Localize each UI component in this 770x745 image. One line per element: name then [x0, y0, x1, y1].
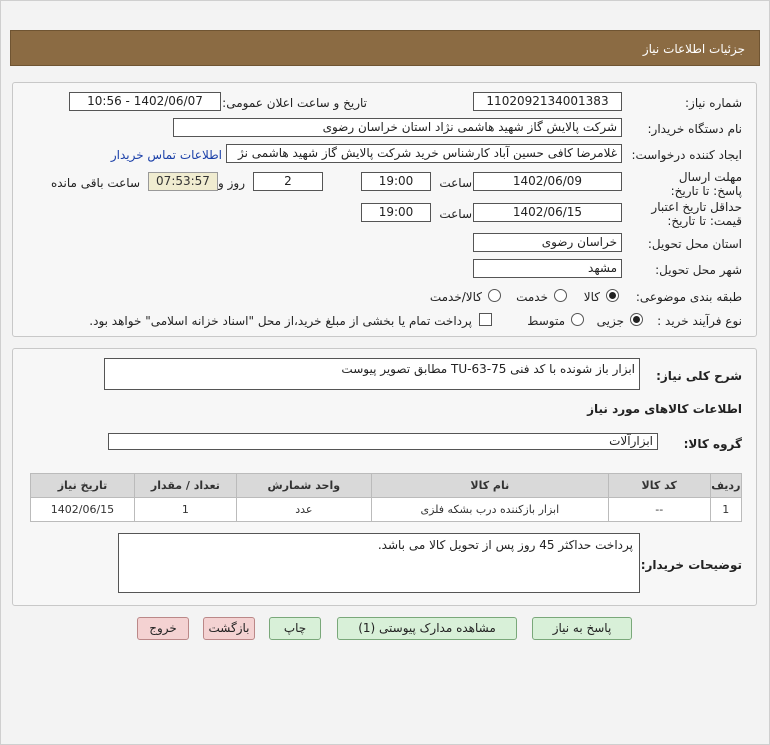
buyer-org-field: شرکت پالایش گاز شهید هاشمی نژاد استان خراسان رضوی: [173, 118, 622, 137]
cell-row: 1: [710, 498, 741, 522]
goods-info-title: اطلاعات کالاهای مورد نیاز: [587, 402, 742, 416]
validity-time-label: ساعت: [439, 207, 472, 221]
category-goods-service-label: کالا/خدمت: [429, 290, 482, 304]
process-medium-label: متوسط: [527, 314, 565, 328]
validity-date-field: 1402/06/15: [473, 203, 622, 222]
days-label: روز و: [218, 176, 245, 190]
process-small-radio[interactable]: [630, 313, 643, 326]
goods-group-label: گروه کالا:: [683, 437, 742, 451]
buyer-notes-label: توضیحات خریدار:: [640, 558, 742, 572]
goods-table: [30, 473, 742, 522]
process-label: نوع فرآیند خرید :: [657, 314, 742, 328]
cell-code: --: [608, 498, 710, 522]
payment-note: پرداخت تمام یا بخشی از مبلغ خرید،از محل "اسناد خزانه اسلامی" خواهد بود.: [89, 314, 472, 328]
buyer-notes-field: پرداخت حداکثر 45 روز پس از تحویل کالا می باشد.: [118, 533, 640, 593]
need-number-field: 1102092134001383: [473, 92, 622, 111]
need-number-label: شماره نیاز:: [685, 96, 742, 110]
category-goods-radio[interactable]: [606, 289, 619, 302]
treasury-payment-checkbox[interactable]: [479, 313, 492, 326]
deadline-label: مهلت ارسال پاسخ: تا تاریخ:: [670, 170, 742, 198]
page-title: جزئیات اطلاعات نیاز: [642, 42, 745, 56]
description-field: ابزار باز شونده با کد فنی TU-63-75 مطابق تصویر پیوست: [104, 358, 640, 390]
table-row: [31, 498, 742, 522]
deadline-time-field: 19:00: [361, 172, 431, 191]
category-label: طبقه بندی موضوعی:: [635, 290, 742, 304]
cell-need-date: 1402/06/15: [31, 498, 135, 522]
remaining-time-field: 07:53:57: [148, 172, 218, 191]
col-name: نام کالا: [371, 474, 608, 498]
print-button[interactable]: چاپ: [269, 617, 321, 640]
table-header-row: [31, 474, 742, 498]
col-code: کد کالا: [608, 474, 710, 498]
province-field: خراسان رضوی: [473, 233, 622, 252]
description-label: شرح کلی نیاز:: [656, 369, 742, 383]
days-remaining-field: 2: [253, 172, 323, 191]
city-label: شهر محل تحویل:: [655, 263, 742, 277]
buyer-org-label: نام دستگاه خریدار:: [647, 122, 742, 136]
deadline-date-field: 1402/06/09: [473, 172, 622, 191]
cell-unit: عدد: [236, 498, 371, 522]
validity-label: حداقل تاریخ اعتبار قیمت: تا تاریخ:: [651, 200, 742, 228]
announce-datetime-field: 1402/06/07 - 10:56: [69, 92, 221, 111]
attachments-button[interactable]: مشاهده مدارک پیوستی (1): [337, 617, 517, 640]
reply-button[interactable]: پاسخ به نیاز: [532, 617, 632, 640]
page-header: [10, 30, 760, 66]
validity-time-field: 19:00: [361, 203, 431, 222]
category-goods-service-radio[interactable]: [488, 289, 501, 302]
city-field: مشهد: [473, 259, 622, 278]
buyer-contact-link[interactable]: اطلاعات تماس خریدار: [110, 148, 222, 162]
back-button[interactable]: بازگشت: [203, 617, 255, 640]
category-service-label: خدمت: [516, 290, 548, 304]
creator-field: غلامرضا کافی حسین آباد کارشناس خرید شرکت پالایش گاز شهید هاشمی نژ: [226, 144, 622, 163]
announce-label: تاریخ و ساعت اعلان عمومی:: [222, 96, 367, 110]
process-small-label: جزیی: [596, 314, 624, 328]
exit-button[interactable]: خروج: [137, 617, 189, 640]
creator-label: ایجاد کننده درخواست:: [631, 148, 742, 162]
cell-name: ابزار بازکننده درب بشکه فلزی: [371, 498, 608, 522]
cell-quantity: 1: [134, 498, 236, 522]
category-goods-label: کالا: [583, 290, 600, 304]
col-unit: واحد شمارش: [236, 474, 371, 498]
col-quantity: تعداد / مقدار: [134, 474, 236, 498]
remaining-label: ساعت باقی مانده: [50, 176, 140, 190]
goods-group-field: ابزارآلات: [108, 433, 658, 450]
category-service-radio[interactable]: [554, 289, 567, 302]
deadline-time-label: ساعت: [439, 176, 472, 190]
col-need-date: تاریخ نیاز: [31, 474, 135, 498]
process-medium-radio[interactable]: [571, 313, 584, 326]
col-row: ردیف: [710, 474, 741, 498]
province-label: استان محل تحویل:: [647, 237, 742, 251]
